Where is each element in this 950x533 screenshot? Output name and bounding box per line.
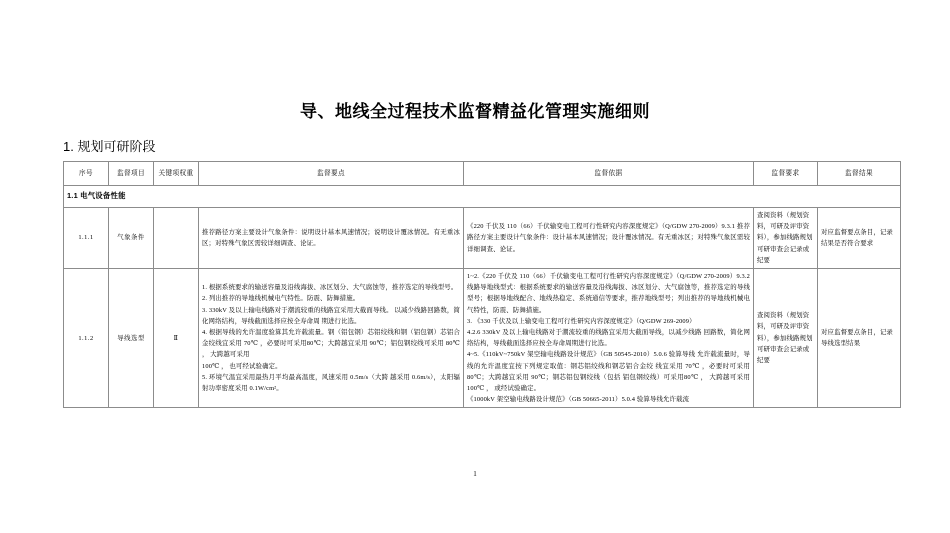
row-points <box>199 269 464 408</box>
column-header-item: 监督项目 <box>109 161 154 185</box>
basis-paragraph: 3. 《330 千伏及以上输变电工程可行性研究内容深度规定》（Q/GDW 269-2009） <box>467 317 696 325</box>
points-paragraph: 100℃ ， 也可经试验确定。 <box>202 362 282 370</box>
row-weight <box>154 207 199 268</box>
points-paragraph: 1. 根据系统要求的输送容量及沿线海拔、冰区划分、大气腐蚀等，推荐选定的导线型号。 <box>202 284 458 292</box>
row-basis <box>464 269 754 408</box>
row-basis <box>464 207 754 268</box>
section-band-row <box>64 185 901 207</box>
column-header-result: 监督结果 <box>818 161 901 185</box>
page-number: 1 <box>473 470 477 478</box>
column-header-weight: 关键项权重 <box>154 161 199 185</box>
row-weight: Ⅱ <box>154 269 199 408</box>
basis-paragraph: 《1000kV 架空输电线路设计规范》（GB 50665-2011）5.0.4 验算导线允许载流 <box>467 396 690 404</box>
column-header-index: 序号 <box>64 161 109 185</box>
row-result: 对应监督要点条目，记录导线选型结果 <box>818 269 901 408</box>
section-heading: 1. 规划可研阶段 <box>63 138 156 154</box>
table-row <box>64 207 901 268</box>
points-paragraph: 5. 环境气温宜采用最热月平均最高温度，风速采用 0.5m/s（大跨 越采用 0.6m/s），太阳辐射功率密度采用 0.1W/cm²。 <box>202 373 460 393</box>
table-header-row <box>64 161 901 185</box>
basis-paragraph: 《220 千伏及 110（66）千伏输变电工程可行性研究内容深度规定》（Q/GDW 270-2009）9.3.1 推荐路径方案主要设计气象条件：设计基本风速情况；设计覆冰情况。有无重冰区；对特殊气象区需较详细调查、论证。 <box>467 223 750 253</box>
row-requirement: 查阅资料（规划资料，可研及评审资料），参加线路规划可研审查会记录或纪要 <box>754 207 818 268</box>
row-index: 1.1.2 <box>64 269 109 408</box>
row-points <box>199 207 464 268</box>
row-requirement: 查阅资料（规划资料，可研及评审资料），参加线路规划可研审查会记录或纪要 <box>754 269 818 408</box>
points-paragraph: 推荐路径方案主要设计气象条件：说明设计基本风速情况；说明设计覆冰情况。有无重冰区；对特殊气象区需较详细调查、论证。 <box>202 228 460 247</box>
column-header-requirement: 监督要求 <box>754 161 818 185</box>
basis-paragraph: 4.2.6 330kV 及以上输电线路对于潮流较重的线路宜采用大截面导线，以减少线路 回路数，简化网络结构，导线截面选择应按全寿命周期进行比选。 <box>467 329 750 348</box>
table-row <box>64 269 901 408</box>
points-paragraph: 2. 列出推荐的导地线机械电气特性。防震、防舞措施。 <box>202 295 360 303</box>
supervision-table <box>63 161 901 408</box>
basis-paragraph: 4~5.《110kV~750kV 架空输电线路设计规范》（GB 50545-2010）5.0.6 验算导线 允许载流量时，导线的允许温度宜按下列规定取值：钢芯铝绞线和钢芯铝合金绞 线宜采用 70℃ ，必要时可采用80℃；大跨越宜采用 90℃；钢芯铝包钢绞线（包括 铝包钢绞线）可采用80℃ ， 大跨越可采用 100℃ ， 或经试验确定。 <box>467 351 750 393</box>
page-title: 导、地线全过程技术监督精益化管理实施细则 <box>300 102 650 121</box>
column-header-points: 监督要点 <box>199 161 464 185</box>
row-item: 气象条件 <box>109 207 154 268</box>
row-result: 对应监督要点条目，记录结果是否符合要求 <box>818 207 901 268</box>
column-header-basis: 监督依据 <box>464 161 754 185</box>
row-item: 导线选型 <box>109 269 154 408</box>
row-index: 1.1.1 <box>64 207 109 268</box>
points-paragraph: 3. 330kV 及以上输电线路对于潮流较重的线路宜采用大截面导线。 以减少线路回路数，简化网络结构，导线截面选择应按全寿命周 期进行比选。 <box>202 306 460 325</box>
points-paragraph: 4. 根据导线的允许温度验算其允许载流量。钢（铝包钢）芯铝绞线和钢（铝包钢）芯铝合金绞线宜采用 70℃ ，必要时可采用80℃；大跨越宜采用 90℃；铝包钢绞线可采用 80℃ ， 大跨越可采用 <box>202 329 460 359</box>
basis-paragraph: 1~2.《220 千伏及 110（66）千伏输变电工程可行性研究内容深度规定》（Q/GDW 270-2009）9.3.2 线路导地线型式：根据系统要求的输送容量及沿线海拔、冰区划分、大气腐蚀等，推荐选定的导线型号；根据导地线配合、地线热稳定、系统通信等要求，推荐地线型号；列出推荐的导地线机械电气特性，防震、防舞措施。 <box>467 273 750 314</box>
section-band-label: 1.1 电气设备性能 <box>64 185 901 207</box>
